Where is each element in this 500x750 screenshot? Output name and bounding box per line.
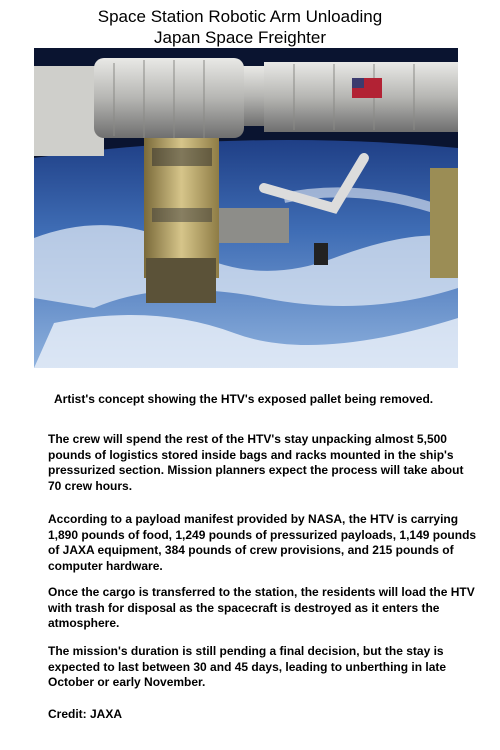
credit-text: Credit: JAXA (48, 707, 123, 721)
image-credit (48, 707, 480, 723)
station-artwork-illustration (34, 48, 458, 368)
article-paragraph (48, 432, 480, 494)
paragraph-text: Once the cargo is transferred to the station, the residents will load the HTV with trash for disposal as the spacecraft is destroyed as it enters the atmosphere. (48, 585, 475, 630)
article-paragraph (48, 644, 480, 691)
article-paragraph (48, 585, 480, 632)
image-caption: Artist's concept showing the HTV's exposed pallet being removed. (54, 392, 434, 406)
article-paragraph (48, 512, 480, 574)
page-title (60, 6, 420, 48)
title-line-1: Space Station Robotic Arm Unloading (97, 7, 383, 26)
title-line-2: Japan Space Freighter (154, 28, 326, 47)
paragraph-text: According to a payload manifest provided by NASA, the HTV is carrying 1,890 pounds of food, 1,249 pounds of pressurized payloads, 1,149 pounds of JAXA equipment, 384 pounds of crew provisions, and 215 pounds of computer hardware. (48, 512, 477, 573)
paragraph-text: The mission's duration is still pending a final decision, but the stay is expected to last between 30 and 45 days, leading to unberthing in late October or early November. (48, 644, 447, 689)
station-artwork-image (34, 48, 458, 368)
paragraph-text: The crew will spend the rest of the HTV's stay unpacking almost 5,500 pounds of logistics stored inside bags and racks mounted in the ship's pressurized section. Mission planners expect the process will take about 70 crew hours. (48, 432, 464, 493)
